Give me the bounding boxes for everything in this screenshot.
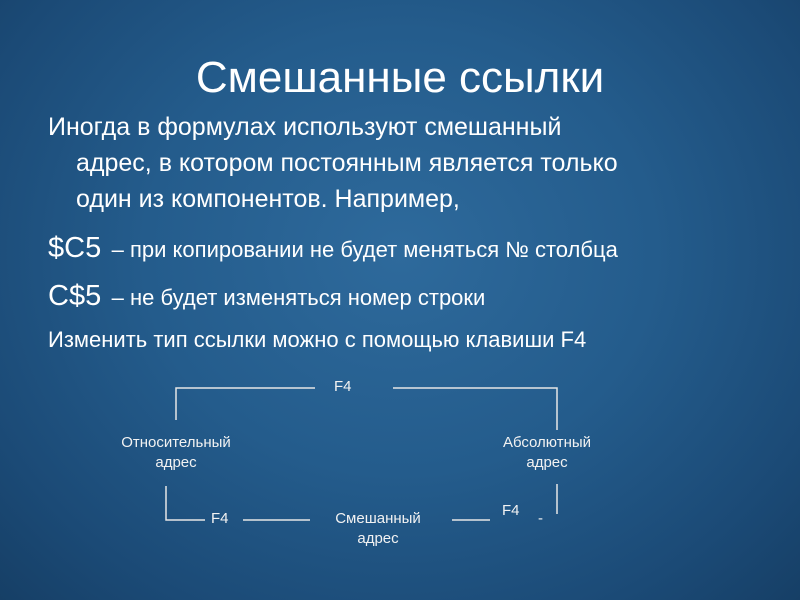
example-text: – при копировании не будет меняться № столбца	[111, 237, 618, 262]
intro-line-1: Иногда в формулах используют смешанный	[48, 113, 562, 141]
change-hint: Изменить тип ссылки можно с помощью клавиши F4	[48, 327, 587, 352]
node-label: Абсолютный	[502, 434, 592, 451]
connector-top-right	[393, 388, 557, 430]
connector-top-left	[176, 388, 315, 420]
connector-bottom-left	[166, 486, 205, 520]
node-label: Относительный	[121, 434, 231, 451]
node-label: Смешанный	[335, 510, 421, 527]
node-absolute-address	[472, 433, 622, 473]
example-ref: C$5	[48, 280, 102, 312]
node-label: адрес	[526, 454, 568, 471]
f4-key-top: F4	[334, 378, 352, 395]
intro-line-3: один из компонентов. Например,	[76, 185, 460, 213]
node-mixed-address	[313, 509, 443, 549]
node-label: адрес	[155, 454, 197, 471]
slide-title: Смешанные ссылки	[195, 53, 605, 102]
intro-line-2: адрес, в котором постоянным является только	[76, 149, 618, 177]
node-relative-address	[96, 433, 256, 473]
example-ref: $C5	[48, 232, 102, 264]
node-label: адрес	[357, 530, 399, 547]
stray-mark: -	[538, 510, 543, 527]
f4-key-bottom-right: F4	[502, 502, 520, 519]
example-text: – не будет изменяться номер строки	[111, 285, 486, 310]
f4-key-bottom-left: F4	[211, 510, 229, 527]
